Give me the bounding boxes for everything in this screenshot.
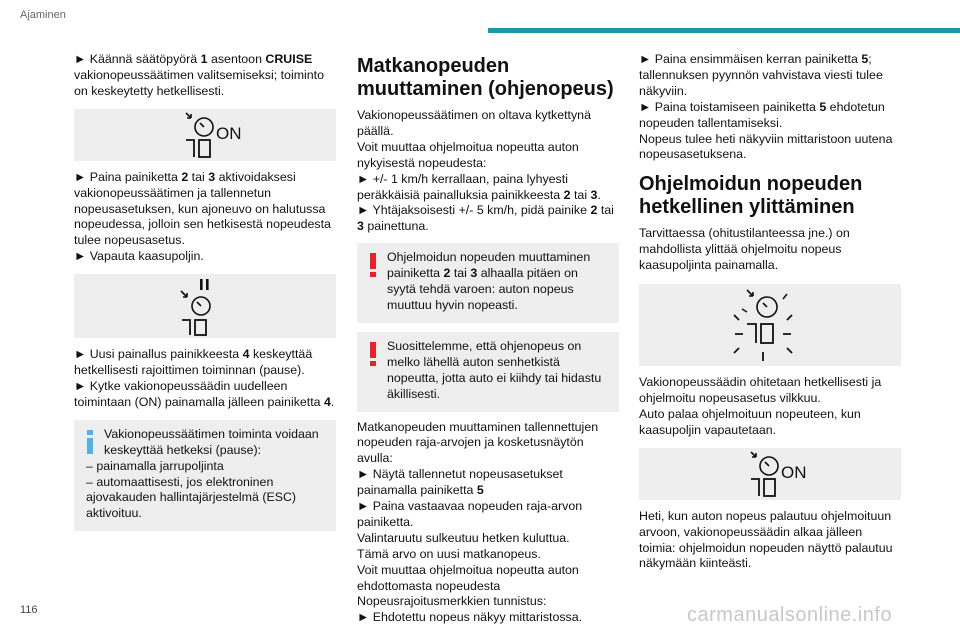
page-number: 116 (20, 604, 38, 616)
paragraph: Tämä arvo on uusi matkanopeus. (357, 546, 541, 561)
on-label: ON (781, 462, 807, 482)
paragraph: ► Vapauta kaasupoljin. (74, 249, 204, 264)
paragraph: Vakionopeussäädin ohitetaan hetkellisesti ja ohjelmoitu nopeusasetus vilkkuu. (639, 375, 882, 405)
warning-box: Ohjelmoidun nopeuden muuttaminen painiketta 2 tai 3 alhaalla pitäen on syytä tehdä varoen: auton nopeus muuttuu hyvin nopeasti. (357, 243, 619, 323)
info-box: Vakionopeussäätimen toiminta voidaan keskeyttää hetkeksi (pause): – painamalla jarrupoljinta – automaattisesti, jos elektroninen ajovakauden hallintajärjestelmä (ESC) aktivoituu. (74, 420, 336, 531)
running-header: Ajaminen (20, 9, 66, 21)
paragraph: Vakionopeussäätimen on oltava kytkettynä päällä. (357, 108, 591, 138)
paragraph: ► Paina vastaavaa nopeuden raja-arvon painiketta. (357, 499, 583, 529)
speedometer-on-icon (751, 452, 778, 496)
column-2 (357, 55, 619, 626)
speedometer-pause-icon (181, 279, 210, 335)
paragraph: Matkanopeuden muuttaminen tallennettujen nopeuden raja-arvojen ja kosketusnäytön avulla: (357, 419, 599, 466)
paragraph: Auto palaa ohjelmoituun nopeuteen, kun kaasupoljin vapautetaan. (639, 406, 861, 437)
paragraph: ► Ehdotettu nopeus näkyy mittaristossa. (357, 610, 583, 625)
paragraph: ► Näytä tallennetut nopeusasetukset painamalla painiketta 5 (357, 467, 563, 498)
figure-cruise-flashing (639, 284, 901, 366)
paragraph: ► Paina ensimmäisen kerran painiketta 5; tallennuksen pyynnön vahvistava viesti tulee näkyviin. (639, 52, 883, 98)
paragraph: Nopeus tulee heti näkyviin mittaristoon uutena nopeusasetuksena. (639, 131, 893, 162)
figure-cruise-on (639, 448, 901, 500)
paragraph: ► Uusi painallus painikkeesta 4 keskeyttää hetkellisesti rajoittimen toiminnan (pause). (74, 347, 313, 378)
paragraph: Heti, kun auton nopeus palautuu ohjelmoituun arvoon, vakionopeussäädin alkaa jälleen toimia: ohjelmoidun nopeuden näyttö palautuu näkymään kiinteästi. (639, 508, 893, 571)
warning-icon (370, 342, 376, 366)
column-3 (639, 52, 901, 572)
section-heading: Ohjelmoidun nopeuden hetkellinen ylittäminen (639, 173, 863, 219)
paragraph: Valintaruutu sulkeutuu hetken kuluttua. (357, 530, 570, 545)
section-heading: Matkanopeuden muuttaminen (ohjenopeus) (357, 55, 614, 100)
on-label: ON (216, 123, 242, 143)
figure-cruise-pause (74, 274, 336, 338)
figure-cruise-on (74, 109, 336, 161)
paragraph: ► Paina toistamiseen painiketta 5 ehdotetun nopeuden tallentamiseksi. (639, 99, 885, 130)
speedometer-on-icon (186, 113, 213, 157)
speedometer-flashing-icon (734, 290, 792, 361)
watermark: carmanualsonline.info (687, 604, 893, 626)
paragraph: Tarvittaessa (ohitustilanteessa jne.) on mahdollista ylittää ohjelmoitu nopeus kaasupoljinta painamalla. (639, 226, 850, 273)
warning-box: Suosittelemme, että ohjenopeus on melko lähellä auton senhetkistä nopeutta, jotta auto ei kiihdy tai hidastu äkillisesti. (357, 332, 619, 412)
paragraph: ► Käännä säätöpyörä 1 asentoon CRUISE vakionopeussäätimen valitsemiseksi; toiminto on keskeytetty hetkellisesti. (74, 52, 324, 98)
paragraph: ► Yhtäjaksoisesti +/- 5 km/h, pidä painike 2 tai 3 painettuna. (357, 203, 614, 234)
paragraph: ► Kytke vakionopeussäädin uudelleen toimintaan (ON) painamalla jälleen painiketta 4. (74, 378, 335, 409)
paragraph: ► +/- 1 km/h kerrallaan, paina lyhyesti peräkkäisiä painalluksia painikkeesta 2 tai 3. (357, 171, 601, 202)
column-1 (74, 52, 336, 531)
warning-icon (370, 253, 376, 277)
paragraph: ► Paina painiketta 2 tai 3 aktivoidaksesi vakionopeussäätimen ja tallennetun nopeusasetuksen, kun ajoneuvo on halutussa nopeudessa, jolloin sen hetkisestä nopeudesta tulee nopeusasetus. (74, 169, 331, 248)
info-icon (87, 430, 93, 454)
paragraph: Voit muuttaa ohjelmoitua nopeutta auton nykyisestä nopeudesta: (357, 139, 579, 170)
paragraph: Voit muuttaa ohjelmoitua nopeutta auton ehdottomasta nopeudesta Nopeusrajoitusmerkkien tunnistus: (357, 562, 579, 609)
header-accent-bar (488, 28, 960, 33)
